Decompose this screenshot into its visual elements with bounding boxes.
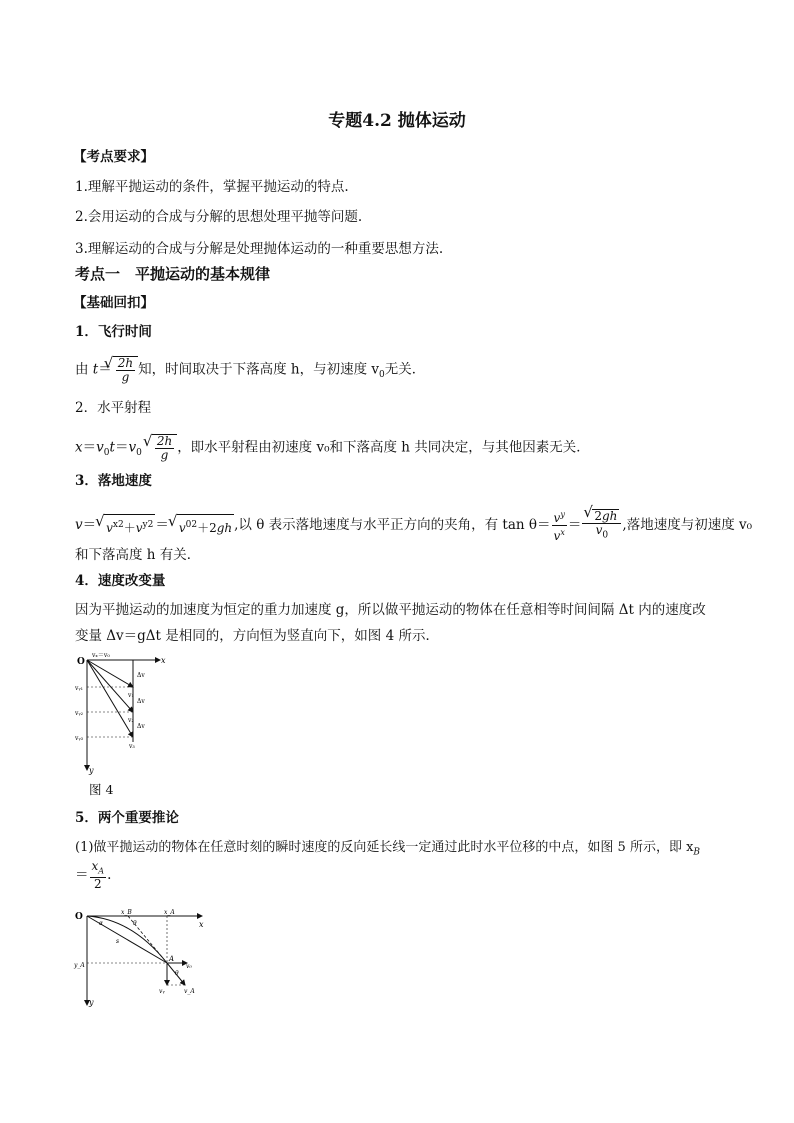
fig5-xB: x_B <box>121 909 132 916</box>
figure-4 <box>75 650 170 775</box>
item1-text-b: 知，时间取决于下落高度 h，与初速度 v <box>138 361 380 378</box>
fig4-origin: O <box>77 657 85 667</box>
item4-text-1: 因为平抛运动的加速度为恒定的重力加速度 g，所以做平抛运动的物体在任意相等时间间隔 Δt 内的速度改 <box>75 602 706 618</box>
sqrt-formula: √ $\frac{2h}{g}$ <box>113 356 138 384</box>
basic-header: 【基础回扣】 <box>73 295 154 311</box>
item4-text-2: 变量 Δv＝gΔt 是相同的，方向恒为竖直向下，如图 4 所示． <box>75 628 439 644</box>
fig5-alpha: α <box>99 920 104 927</box>
fig5-xA: x_A <box>164 909 175 916</box>
item4-title: 4．速度改变量 <box>75 573 166 589</box>
page-title: 专题4.2 抛体运动 <box>328 111 466 131</box>
fig4-dv2: Δv <box>137 698 145 705</box>
fig4-vy2: vᵧ₂ <box>75 710 84 717</box>
fig5-theta-A: θ <box>175 970 179 977</box>
fig4-vy1: vᵧ₁ <box>75 685 84 692</box>
section-title: 考点一 平抛运动的基本规律 <box>75 265 271 283</box>
item2-text: $x=v_0t=v_0$ √ $\frac{2h}{g}$ ，即水平射程由初速度 v₀和下落高度 h 共同决定，与其他因素无关． <box>75 434 590 463</box>
fig5-v0: v₀ <box>186 963 192 970</box>
fig4-dv1: Δv <box>137 672 145 679</box>
item2-title: 2．水平射程 <box>75 400 152 416</box>
fig5-x-label: x <box>199 920 204 929</box>
fig4-v3: v₃ <box>129 743 135 750</box>
requirement-2: 2.会用运动的合成与分解的思想处理平抛等问题. <box>75 209 363 225</box>
fig5-y-label: y <box>89 998 94 1007</box>
item5-title: 5．两个重要推论 <box>75 810 179 826</box>
fig4-y-label: y <box>89 766 94 775</box>
fig5-s: s <box>116 938 120 945</box>
requirement-1: 1.理解平抛运动的条件，掌握平抛运动的特点. <box>75 179 349 195</box>
requirement-3: 3.理解运动的合成与分解是处理抛体运动的一种重要思想方法. <box>75 241 444 257</box>
fig4-v2: v₂ <box>128 717 134 724</box>
fig5-A: A <box>169 955 175 963</box>
fig4-dv3: Δv <box>137 723 145 730</box>
item3-text-b: ,落地速度与初速度 v₀ <box>622 517 753 533</box>
fig5-vy: vᵧ <box>159 988 165 995</box>
item3-title: 3．落地速度 <box>75 473 152 489</box>
item3-text-2: 和下落高度 h 有关． <box>75 547 201 563</box>
item3-text: v＝√ $v^{x2}+v^{y2}$ ＝√ $v^{02}+2gh$ ,以 θ 表示落地速度与水平正方向的夹角，有 tan θ＝ $\frac{v^y}{v^x}$ ＝ √ $\frac{2gh}{v_0}$ ,落地速度与初速度 v₀ <box>75 508 752 543</box>
figure-5 <box>72 905 212 1010</box>
requirements-header: 【考点要求】 <box>73 149 154 165</box>
item2-text-body: ，即水平射程由初速度 v₀和下落高度 h 共同决定，与其他因素无关． <box>177 439 590 456</box>
item3-text-a: ,以 θ 表示落地速度与水平正方向的夹角，有 tan θ＝ <box>234 517 551 533</box>
fig5-vA: v_A <box>184 988 195 995</box>
item5-text-1: (1)做平抛运动的物体在任意时刻的瞬时速度的反向延长线一定通过此时水平位移的中点，如图 5 所示，即 $x_B$ <box>75 840 701 858</box>
fig4-caption: 图 4 <box>89 782 114 797</box>
fig4-v1: v₁ <box>128 692 134 699</box>
fig4-x-label: x <box>161 656 166 665</box>
fig5-yA: y_A <box>74 962 85 969</box>
fig5-origin: O <box>75 912 83 922</box>
item5-text-1-body: (1)做平抛运动的物体在任意时刻的瞬时速度的反向延长线一定通过此时水平位移的中点，如图 5 所示，即 x <box>75 840 694 855</box>
item1-text-c: 无关． <box>384 361 426 378</box>
item1-title: 1．飞行时间 <box>75 324 152 340</box>
fig4-vy3: vᵧ₃ <box>75 735 84 742</box>
fig5-theta-top: θ <box>133 920 137 927</box>
item5-text-2: ＝ $\frac{x_A}{2}$ . <box>75 859 112 892</box>
fig4-vx-label: vₓ＝v₀ <box>92 652 110 659</box>
item1-text-a: 由 <box>75 361 93 378</box>
item1-text: 由 t＝ √ $\frac{2h}{g}$ 知，时间取决于下落高度 h，与初速度 $v_0$无关． <box>75 356 425 385</box>
